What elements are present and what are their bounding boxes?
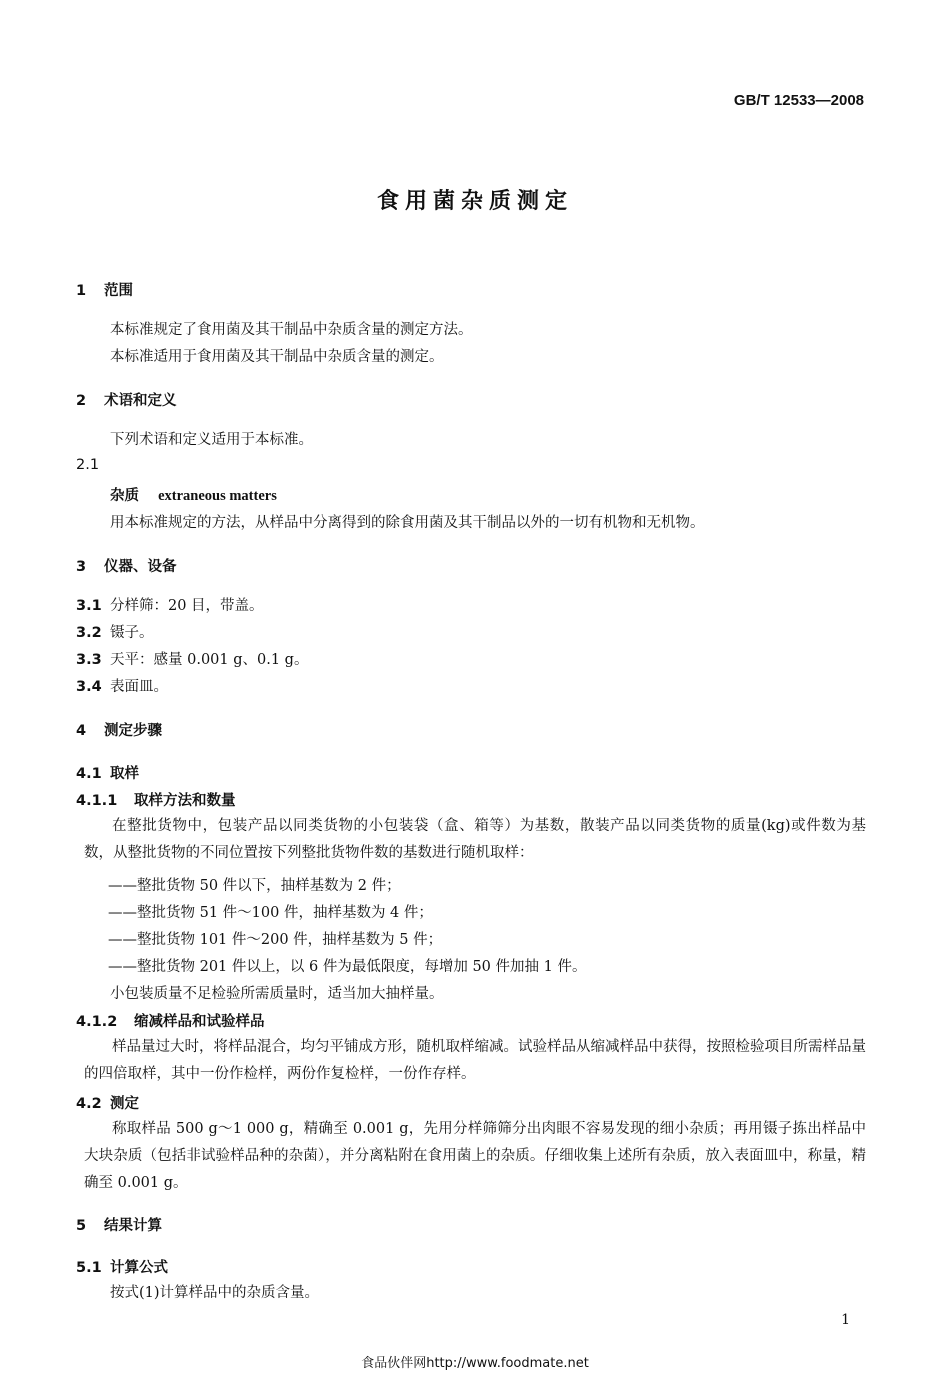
clause-4-1-2-heading — [76, 1010, 265, 1031]
clause-5-1-heading — [76, 1256, 168, 1277]
list-item — [76, 674, 168, 700]
section-1-heading — [76, 279, 133, 300]
clause-title: 缩减样品和试验样品 — [134, 1014, 265, 1030]
footer-watermark: 食品伙伴网http://www.foodmate.net — [361, 1356, 589, 1371]
item-text: 表面皿。 — [110, 679, 168, 695]
list-item — [76, 647, 308, 673]
paragraph: 下列术语和定义适用于本标准。 — [110, 432, 313, 448]
paragraph: 本标准规定了食用菌及其干制品中杂质含量的测定方法。 — [110, 322, 473, 338]
item-number: 3.2 — [76, 625, 102, 641]
clause-number: 4.1 — [76, 766, 102, 782]
list-item: ——整批货物 101 件～200 件，抽样基数为 5 件； — [108, 932, 443, 948]
list-item — [76, 620, 154, 646]
paragraph: 在整批货物中，包装产品以同类货物的小包装袋（盒、箱等）为基数，散装产品以同类货物的质量(kg)或件数为基数，从整批货物的不同位置按下列整批货物件数的基数进行随机取样： — [84, 818, 866, 861]
section-2-heading — [76, 389, 177, 410]
section-5-heading — [76, 1214, 162, 1235]
term-en: extraneous matters — [158, 488, 277, 504]
item-text: 镊子。 — [110, 625, 154, 641]
item-number: 3.4 — [76, 679, 102, 695]
clause-number: 4.1.1 — [76, 793, 118, 809]
section-title: 术语和定义 — [104, 393, 177, 409]
section-4-heading — [76, 719, 162, 740]
section-3-heading — [76, 555, 177, 576]
clause-number: 2.1 — [76, 457, 100, 473]
list-item — [76, 593, 264, 619]
term — [110, 483, 277, 509]
section-number: 1 — [76, 283, 87, 299]
section-number: 3 — [76, 559, 87, 575]
clause-title: 取样 — [110, 766, 139, 782]
section-title: 仪器、设备 — [104, 559, 177, 575]
page-number: 1 — [841, 1312, 850, 1328]
paragraph: 样品量过大时，将样品混合，均匀平铺成方形，随机取样缩减。试验样品从缩减样品中获得，按照检验项目所需样品量的四倍取样，其中一份作检样，两份作复检样，一份作存样。 — [84, 1039, 866, 1082]
list-item: ——整批货物 51 件～100 件，抽样基数为 4 件； — [108, 905, 433, 921]
section-title: 结果计算 — [104, 1218, 162, 1234]
clause-title: 计算公式 — [110, 1260, 168, 1276]
clause-4-1-1-heading — [76, 789, 236, 810]
paragraph: 小包装质量不足检验所需质量时，适当加大抽样量。 — [110, 986, 444, 1002]
clause-number: 5.1 — [76, 1260, 102, 1276]
item-number: 3.3 — [76, 652, 102, 668]
definition: 用本标准规定的方法，从样品中分离得到的除食用菌及其干制品以外的一切有机物和无机物。 — [110, 515, 705, 531]
section-title: 测定步骤 — [104, 723, 162, 739]
clause-number: 4.2 — [76, 1096, 102, 1112]
item-text: 天平：感量 0.001 g、0.1 g。 — [110, 652, 309, 668]
clause-number: 4.1.2 — [76, 1014, 118, 1030]
term-cn: 杂质 — [110, 487, 139, 504]
paragraph: 按式(1)计算样品中的杂质含量。 — [110, 1285, 320, 1301]
page-title: 食用菌杂质测定 — [376, 189, 573, 214]
clause-title: 测定 — [110, 1096, 139, 1112]
clause-4-1-heading — [76, 762, 139, 783]
item-number: 3.1 — [76, 598, 102, 614]
section-number: 4 — [76, 723, 87, 739]
list-item: ——整批货物 50 件以下，抽样基数为 2 件； — [108, 878, 401, 894]
section-title: 范围 — [104, 283, 133, 299]
item-text: 分样筛：20 目，带盖。 — [110, 598, 264, 614]
clause-title: 取样方法和数量 — [134, 793, 236, 809]
paragraph: 称取样品 500 g～1 000 g，精确至 0.001 g，先用分样筛筛分出肉眼不容易发现的细小杂质；再用镊子拣出样品中大块杂质（包括非试验样品种的杂菌），并分离粘附在食用菌上的杂质。仔细收集上述所有杂质，放入表面皿中，称量，精确至 0.001 g。 — [84, 1121, 866, 1191]
clause-4-2-heading — [76, 1092, 139, 1113]
section-number: 5 — [76, 1218, 87, 1234]
list-item: ——整批货物 201 件以上，以 6 件为最低限度，每增加 50 件加抽 1 件。 — [108, 959, 587, 975]
standard-number: GB/T 12533—2008 — [733, 92, 864, 109]
paragraph: 本标准适用于食用菌及其干制品中杂质含量的测定。 — [110, 349, 444, 365]
section-number: 2 — [76, 393, 87, 409]
